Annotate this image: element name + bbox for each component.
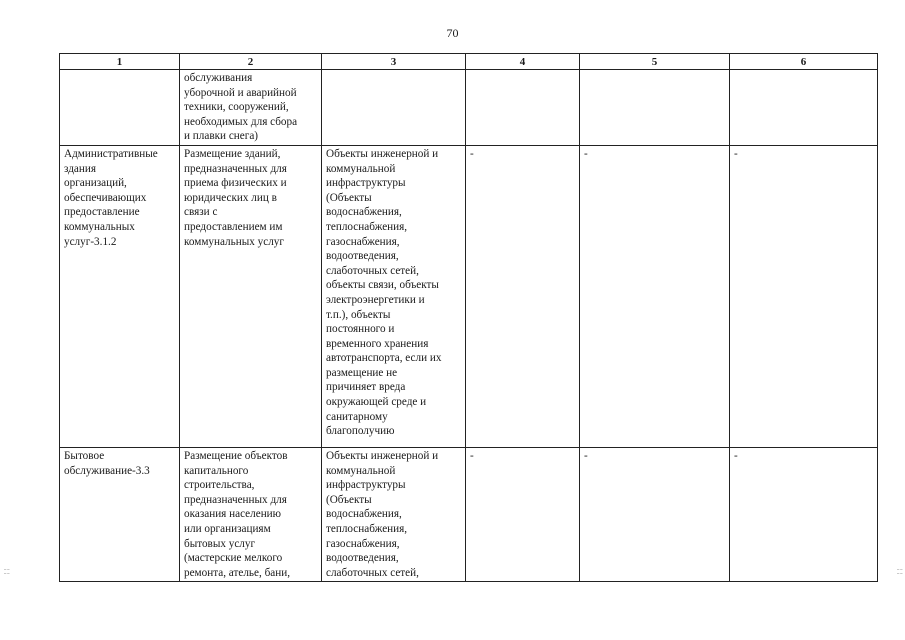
cell-auxiliary-use (322, 70, 466, 146)
column-header-4: 4 (466, 54, 580, 70)
cell-use-description: Размещение объектов капитального строительства, предназначенных для оказания населению или организациям бытовых услуг (мастерские мелкого ремонта, ателье, бани, (180, 447, 322, 581)
cell-col5: - (580, 145, 730, 447)
cell-col4 (466, 70, 580, 146)
scan-margin-mark-right: ¦¦ (896, 568, 903, 576)
cell-col5 (580, 70, 730, 146)
column-header-2: 2 (180, 54, 322, 70)
table-row (60, 145, 878, 447)
cell-use-description: Размещение зданий, предназначенных для приема физических и юридических лиц в связи с предоставлением им коммунальных услуг (180, 145, 322, 447)
cell-col4: - (466, 447, 580, 581)
regulations-table (59, 53, 878, 582)
column-header-3: 3 (322, 54, 466, 70)
column-header-5: 5 (580, 54, 730, 70)
scan-margin-mark-left: ¦¦ (3, 568, 10, 576)
table-row (60, 447, 878, 581)
cell-use-description: обслуживания уборочной и аварийной техники, сооружений, необходимых для сбора и плавки снега) (180, 70, 322, 146)
cell-auxiliary-use: Объекты инженерной и коммунальной инфраструктуры (Объекты водоснабжения, теплоснабжения, газоснабжения, водоотведения, слаботочных сетей, (322, 447, 466, 581)
cell-col6: - (730, 447, 878, 581)
cell-auxiliary-use: Объекты инженерной и коммунальной инфраструктуры (Объекты водоснабжения, теплоснабжения, газоснабжения, водоотведения, слаботочных сетей, объекты связи, объекты электроэнергетики и т.п.), объекты постоянного и временного хранения автотранспорта, если их размещение не причиняет вреда окружающей среде и санитарному благополучию (322, 145, 466, 447)
cell-col6: - (730, 145, 878, 447)
cell-use-type: Бытовое обслуживание-3.3 (60, 447, 180, 581)
cell-use-type: Административные здания организаций, обеспечивающих предоставление коммунальных услуг-3.1.2 (60, 145, 180, 447)
page-number: 70 (446, 26, 459, 40)
cell-col6 (730, 70, 878, 146)
column-header-1: 1 (60, 54, 180, 70)
table-row (60, 70, 878, 146)
table-header-row (60, 54, 878, 70)
column-header-6: 6 (730, 54, 878, 70)
cell-col5: - (580, 447, 730, 581)
cell-use-type (60, 70, 180, 146)
cell-col4: - (466, 145, 580, 447)
